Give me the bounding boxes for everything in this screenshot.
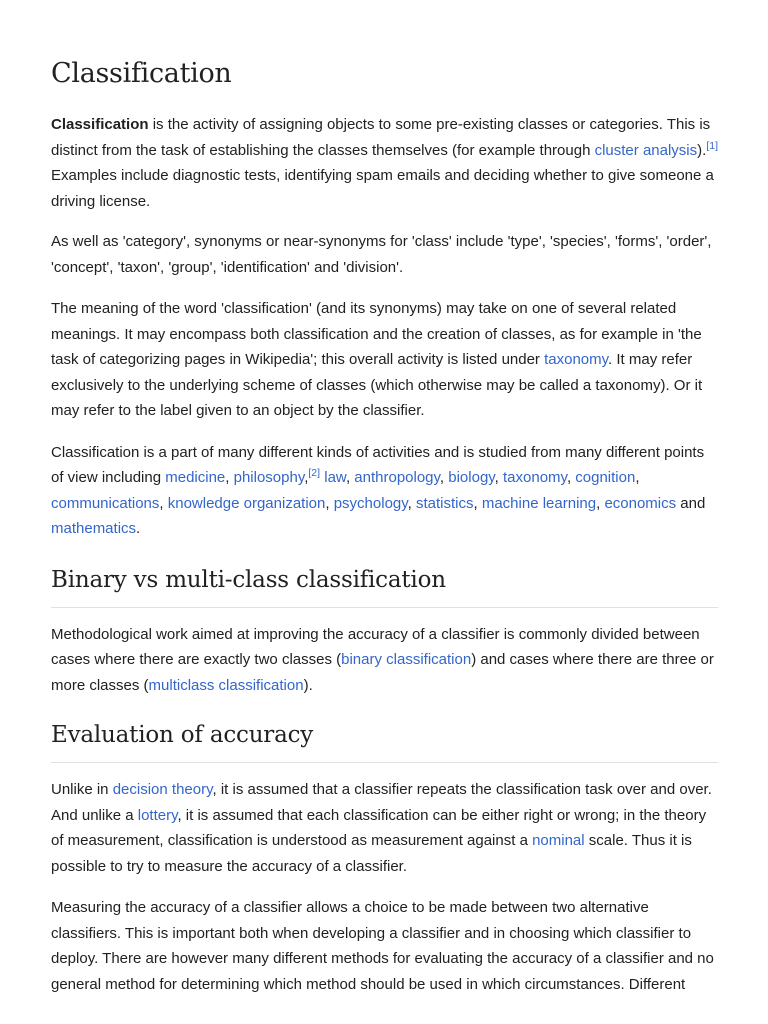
link-machine-learning[interactable]: machine learning <box>481 494 597 512</box>
intro-text-3: Examples include diagnostic tests, identifying spam emails and deciding whether to give someone a driving license. <box>51 167 714 210</box>
link-mathematics[interactable]: mathematics <box>51 520 137 537</box>
eval-text-3: , it is assumed that each classification can be either right or wrong; in the theory of measurement, classification is understood as measurement against a <box>51 806 707 849</box>
binary-text-2: ) and cases where there are three or more classes ( <box>51 651 714 694</box>
fields-text: Classification is a part of many different kinds of activities and is studied from many different points of view including <box>51 443 705 486</box>
sep: , <box>159 494 168 512</box>
page-title: Classification <box>51 58 232 89</box>
sep: , <box>407 494 416 512</box>
binary-text-3: ). <box>303 676 313 694</box>
sep: , <box>596 494 605 512</box>
section-heading-evaluation: Evaluation of accuracy <box>51 720 718 763</box>
sep: , <box>473 494 482 512</box>
link-taxonomy-2[interactable]: taxonomy <box>503 469 567 486</box>
synonyms-paragraph: As well as 'category', synonyms or near-synonyms for 'class' include 'type', 'species', 'forms', 'order', 'concept', 'taxon', 'group', 'identification' and 'division'. <box>51 233 712 276</box>
link-biology[interactable]: biology <box>448 469 495 486</box>
link-medicine[interactable]: medicine <box>165 469 226 486</box>
link-nominal[interactable]: nominal <box>532 832 585 849</box>
sep: and <box>676 494 706 512</box>
sep: , <box>304 469 309 486</box>
link-communications[interactable]: communications <box>51 494 160 512</box>
section-heading-binary: Binary vs multi-class classification <box>51 565 718 608</box>
link-lottery[interactable]: lottery <box>137 806 178 824</box>
link-economics[interactable]: economics <box>604 494 677 512</box>
link-cluster-analysis[interactable]: cluster analysis <box>594 141 698 159</box>
intro-paragraph <box>51 112 718 214</box>
eval-text-4: scale. Thus it is possible to try to measure the accuracy of a classifier. <box>51 832 692 875</box>
eval-text-1: Unlike in <box>51 781 113 798</box>
ref-2[interactable]: [2] <box>308 467 321 479</box>
link-psychology[interactable]: psychology <box>333 494 408 512</box>
eval-text-2: , it is assumed that a classifier repeats the classification task over and over. And unlike a <box>51 781 712 824</box>
link-multiclass-classification[interactable]: multiclass classification <box>148 676 304 694</box>
sep: , <box>635 469 640 486</box>
sep: , <box>566 469 576 486</box>
bold-term: Classification <box>51 116 149 133</box>
binary-paragraph <box>51 622 718 699</box>
link-taxonomy[interactable]: taxonomy <box>544 351 609 368</box>
meaning-text-2: . It may refer exclusively to the underlying scheme of classes (which otherwise may be called a taxonomy). Or it may refer to the label given to an object by the classifier. <box>51 351 703 419</box>
binary-text-1: Methodological work aimed at improving the accuracy of a classifier is commonly divided between cases where there are exactly two classes ( <box>51 625 700 668</box>
link-cognition[interactable]: cognition <box>575 469 636 486</box>
link-law[interactable]: law <box>324 469 346 486</box>
sep: , <box>325 494 334 512</box>
sep: , <box>494 469 504 486</box>
evaluation-paragraph-1 <box>51 777 718 879</box>
link-philosophy[interactable]: philosophy <box>233 469 305 486</box>
intro-text-2: ). <box>697 141 707 159</box>
link-decision-theory[interactable]: decision theory <box>112 781 213 798</box>
intro-text-1: is the activity of assigning objects to some pre-existing classes or categories. This is distinct from the task of establishing the classes themselves (for example through <box>51 116 711 159</box>
fields-paragraph <box>51 440 718 542</box>
link-binary-classification[interactable]: binary classification <box>341 651 472 668</box>
link-anthropology[interactable]: anthropology <box>354 469 440 486</box>
ref-1[interactable]: [1] <box>706 139 718 152</box>
link-knowledge-organization[interactable]: knowledge organization <box>167 494 326 512</box>
sep: , <box>225 469 234 486</box>
link-statistics[interactable]: statistics <box>415 494 474 512</box>
meaning-text-1: The meaning of the word 'classification' (and its synonyms) may take on one of several related meanings. It may encompass both classification and the creation of classes, as for example in 'the task of categorizing pages in Wikipedia'; this overall activity is listed under <box>51 300 702 368</box>
sep: , <box>439 469 449 486</box>
sep: . <box>136 520 141 537</box>
meaning-paragraph <box>51 296 718 424</box>
sep: , <box>345 469 355 486</box>
evaluation-paragraph-2: Measuring the accuracy of a classifier allows a choice to be made between two alternative classifiers. This is important both when developing a classifier and in choosing which classifier to deploy. There are however many different methods for evaluating the accuracy of a classifier and no general method for determining which method should be used in which circumstances. Different <box>51 899 714 993</box>
